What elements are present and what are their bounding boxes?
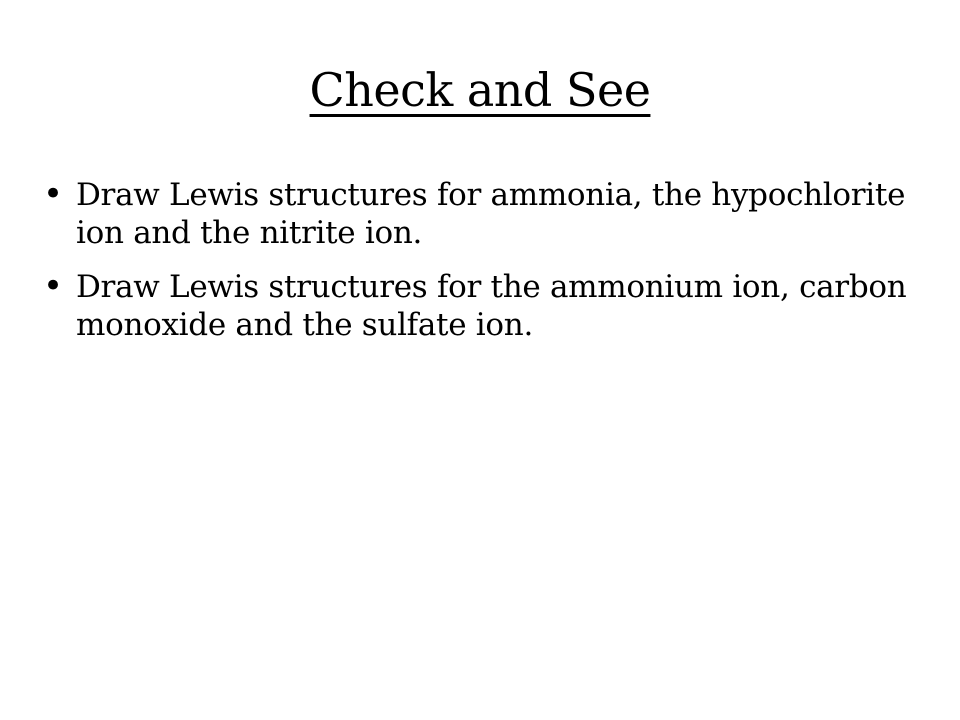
bullet-text: Draw Lewis structures for ammonia, the hypochlorite ion and the nitrite ion.	[76, 177, 906, 251]
bullet-item	[43, 172, 923, 252]
slide-title: Check and See	[309, 63, 651, 117]
bullet-list	[43, 172, 923, 356]
bullet-item	[43, 264, 923, 344]
bullet-marker: •	[43, 266, 64, 306]
bullet-marker: •	[43, 174, 64, 214]
bullet-text: Draw Lewis structures for the ammonium ion, carbon monoxide and the sulfate ion.	[76, 269, 907, 343]
